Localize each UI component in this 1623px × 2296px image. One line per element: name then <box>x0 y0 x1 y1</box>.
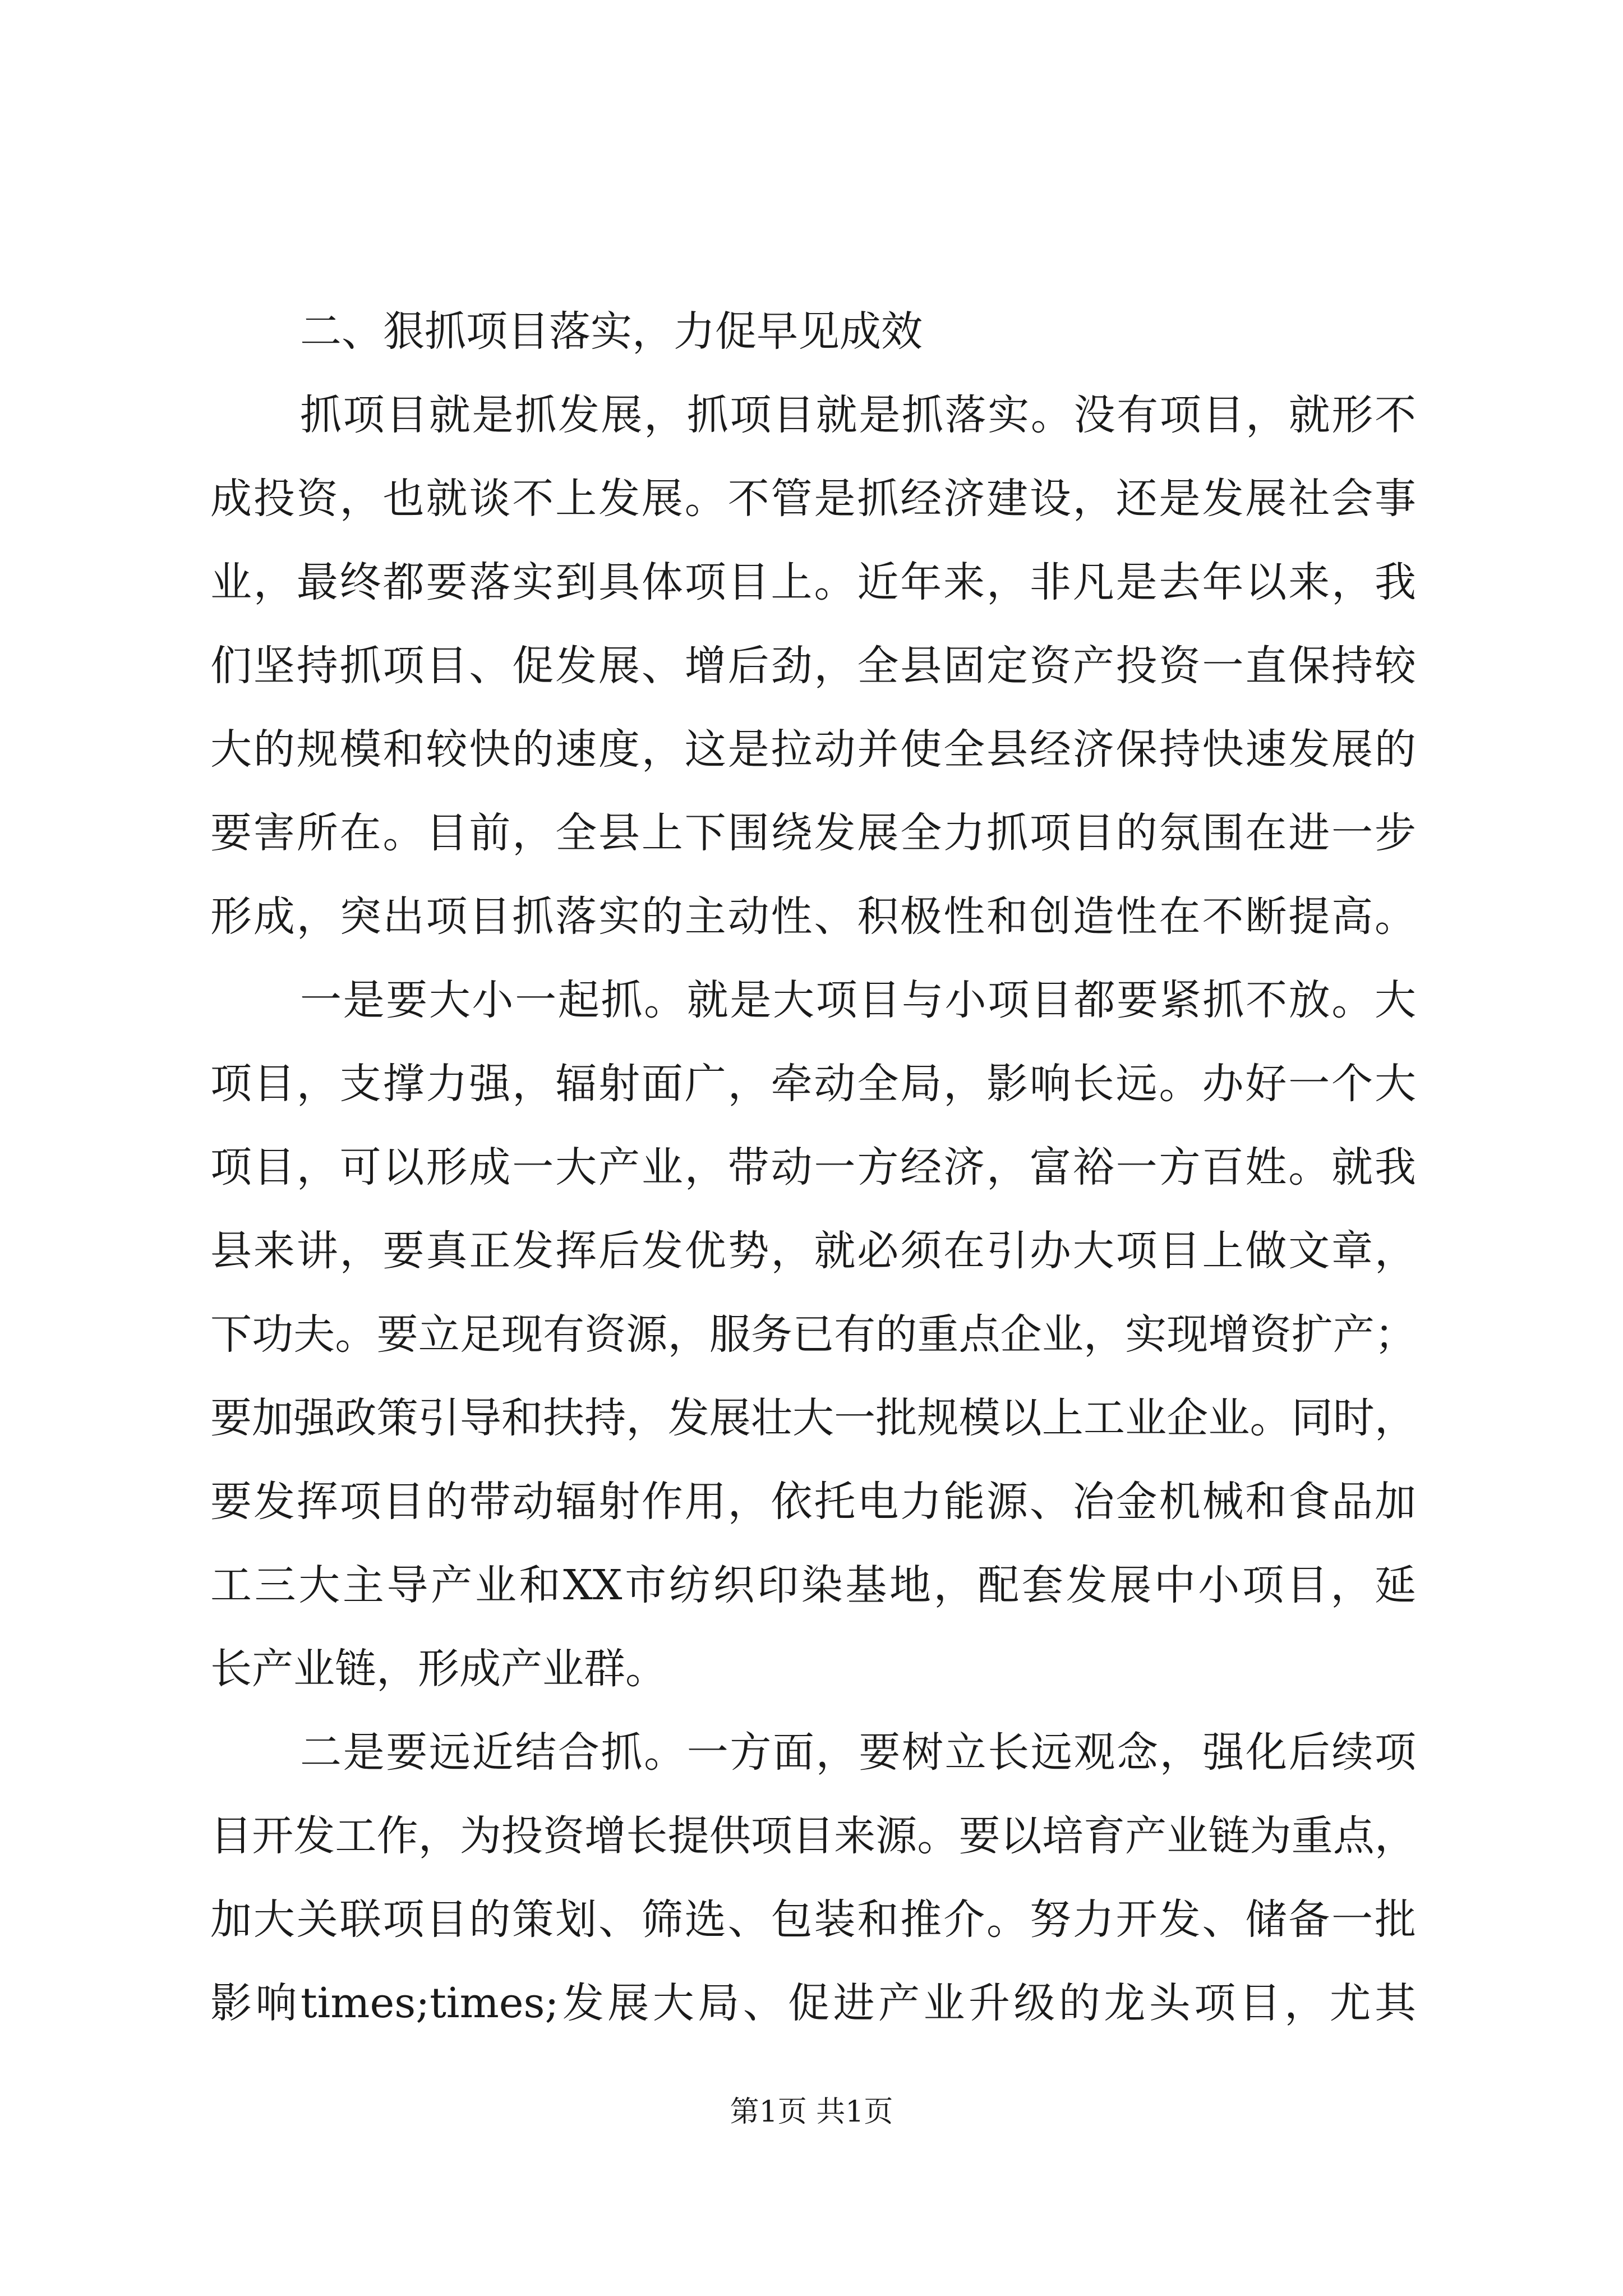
section-heading: 二、狠抓项目落实，力促早见成效 <box>300 307 923 356</box>
paragraph-line: 长产业链，形成产业群。 <box>210 1645 667 1693</box>
paragraph-line: 形成，突出项目抓落实的主动性、积极性和创造性在不断提高。 <box>210 892 1416 941</box>
paragraph-line: 要害所在。目前，全县上下围绕发展全力抓项目的氛围在进一步 <box>210 809 1416 857</box>
paragraph-line: 项目，可以形成一大产业，带动一方经济，富裕一方百姓。就我 <box>210 1143 1416 1191</box>
paragraph-line: 影响times;times;发展大局、促进产业升级的龙头项目，尤其 <box>210 1979 1416 2027</box>
page-number-footer: 第1页 共1页 <box>730 2095 893 2129</box>
paragraph-line: 抓项目就是抓发展，抓项目就是抓落实。没有项目，就形不 <box>300 391 1416 439</box>
paragraph-line: 项目，支撑力强，辐射面广，牵动全局，影响长远。办好一个大 <box>210 1060 1416 1108</box>
paragraph-line: 业，最终都要落实到具体项目上。近年来，非凡是去年以来，我 <box>210 558 1416 606</box>
paragraph-line: 加大关联项目的策划、筛选、包装和推介。努力开发、储备一批 <box>210 1895 1416 1944</box>
paragraph-line: 二是要远近结合抓。一方面，要树立长远观念，强化后续项 <box>300 1728 1416 1777</box>
document-body <box>210 290 1416 2045</box>
paragraph-line: 要加强政策引导和扶持，发展壮大一批规模以上工业企业。同时， <box>210 1394 1416 1442</box>
paragraph-line: 要发挥项目的带动辐射作用，依托电力能源、冶金机械和食品加 <box>210 1478 1416 1526</box>
paragraph-line: 一是要大小一起抓。就是大项目与小项目都要紧抓不放。大 <box>300 976 1416 1024</box>
paragraph-line: 县来讲，要真正发挥后发优势，就必须在引办大项目上做文章， <box>210 1227 1416 1275</box>
paragraph-line: 大的规模和较快的速度，这是拉动并使全县经济保持快速发展的 <box>210 725 1416 774</box>
paragraph-line: 工三大主导产业和XX市纺织印染基地，配套发展中小项目，延 <box>210 1561 1416 1609</box>
paragraph-line: 们坚持抓项目、促发展、增后劲，全县固定资产投资一直保持较 <box>210 642 1416 690</box>
paragraph-line: 成投资，也就谈不上发展。不管是抓经济建设，还是发展社会事 <box>210 475 1416 523</box>
paragraph-line: 下功夫。要立足现有资源，服务已有的重点企业，实现增资扩产； <box>210 1310 1416 1359</box>
paragraph-line: 目开发工作，为投资增长提供项目来源。要以培育产业链为重点， <box>210 1812 1416 1860</box>
